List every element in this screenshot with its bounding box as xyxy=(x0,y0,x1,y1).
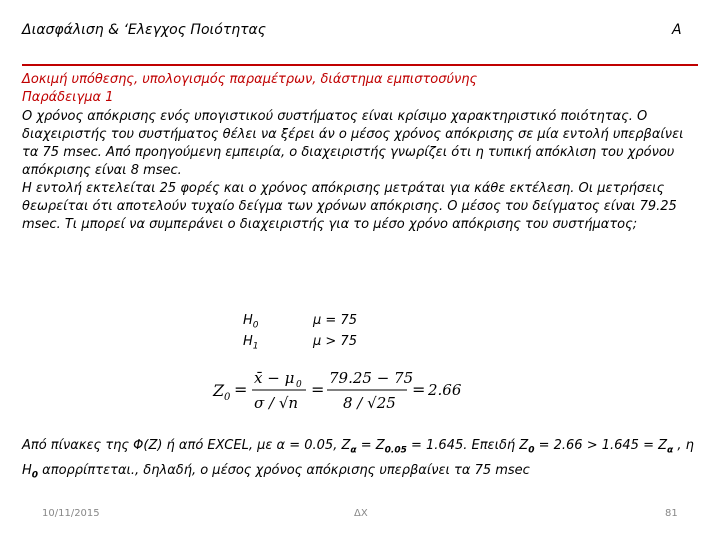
conclusion-part4: = 2.66 > 1.645 = Z xyxy=(534,438,668,453)
formula-lhs: Z xyxy=(213,381,225,400)
formula-num: x̄ − μ xyxy=(254,369,295,387)
formula-eq-3: = xyxy=(412,380,426,399)
section-subtitle: Δοκιμή υπόθεσης, υπολογισμός παραμέτρων, διάστημα εμπιστοσύνης xyxy=(22,72,478,87)
conclusion xyxy=(22,436,698,485)
conclusion-part1: Από πίνακες της Φ(Z) ή από EXCEL, με α = 0.05, Z xyxy=(22,438,351,453)
conclusion-sub3: 0 xyxy=(528,445,535,456)
formula-eq-1: = xyxy=(234,380,248,399)
h0-sub: 0 xyxy=(252,320,259,331)
hypothesis-h1 xyxy=(243,334,259,352)
hypothesis-h0-expr: μ = 75 xyxy=(313,313,357,328)
conclusion-sub2: 0.05 xyxy=(384,445,407,456)
footer-page: 81 xyxy=(665,508,678,519)
conclusion-sub4: α xyxy=(667,445,674,456)
conclusion-part5: , η H xyxy=(22,438,694,478)
formula-den: σ / √n xyxy=(254,394,299,412)
conclusion-sub5: 0 xyxy=(31,470,39,481)
h0-label: H xyxy=(243,313,253,328)
paragraph-2: Η εντολή εκτελείται 25 φορές και ο χρόνος απόκρισης μετράται για κάθε εκτέλεση. Οι μετρήσεις θεωρείται ότι αποτελούν τυχαίο δείγμα των χρόνων απόκρισης. Ο μέσος του δείγματος είναι 79.25 msec. Τι μπορεί να συμπεράνει ο διαχειριστής για το μέσο χρόνο απόκρισης του συστήματος; xyxy=(22,181,677,232)
formula-eq-2: = xyxy=(311,380,325,399)
hypothesis-h1-expr: μ > 75 xyxy=(313,334,357,349)
example-label: Παράδειγμα 1 xyxy=(22,90,114,105)
problem-statement xyxy=(22,108,698,234)
header-title: Διασφάλιση & ‘Ελεγχος Ποιότητας xyxy=(22,22,266,38)
formula-den2: 8 / √25 xyxy=(343,394,396,412)
h1-sub: 1 xyxy=(252,341,259,352)
header-rule xyxy=(22,64,698,66)
conclusion-sub1: α xyxy=(350,445,357,456)
paragraph-1: Ο χρόνος απόκρισης ενός υπογιστικού συστήματος είναι κρίσιμο χαρακτηριστικό ποιότητας. Ο διαχειριστής του συστήματος θέλει να ξέρει άν ο μέσος χρόνος απόκρισης σε μία εντολή υπερβαίνει τα 75 msec. Από προηγούμενη εμπειρία, ο διαχειριστής γνωρίζει ότι η τυπική απόκλιση του χρόνου απόκρισης είναι 8 msec. xyxy=(22,109,684,178)
formula-num-sub: 0 xyxy=(296,380,302,390)
footer-date: 10/11/2015 xyxy=(42,508,100,519)
hypothesis-h0 xyxy=(243,313,259,331)
formula-lhs-sub: 0 xyxy=(224,392,231,403)
header-letter: Α xyxy=(672,22,682,38)
conclusion-part3: = 1.645. Επειδή Z xyxy=(406,438,529,453)
formula-num2: 79.25 − 75 xyxy=(329,369,414,387)
formula-result: 2.66 xyxy=(428,381,462,399)
h1-label: H xyxy=(243,334,253,349)
conclusion-part6: απορρίπτεται., δηλαδή, ο μέσος χρόνος απόκρισης υπερβαίνει τα 75 msec xyxy=(38,462,530,478)
conclusion-part2: = Z xyxy=(356,438,385,453)
footer-author: ΔΧ xyxy=(354,508,368,519)
test-statistic-formula xyxy=(210,365,470,415)
